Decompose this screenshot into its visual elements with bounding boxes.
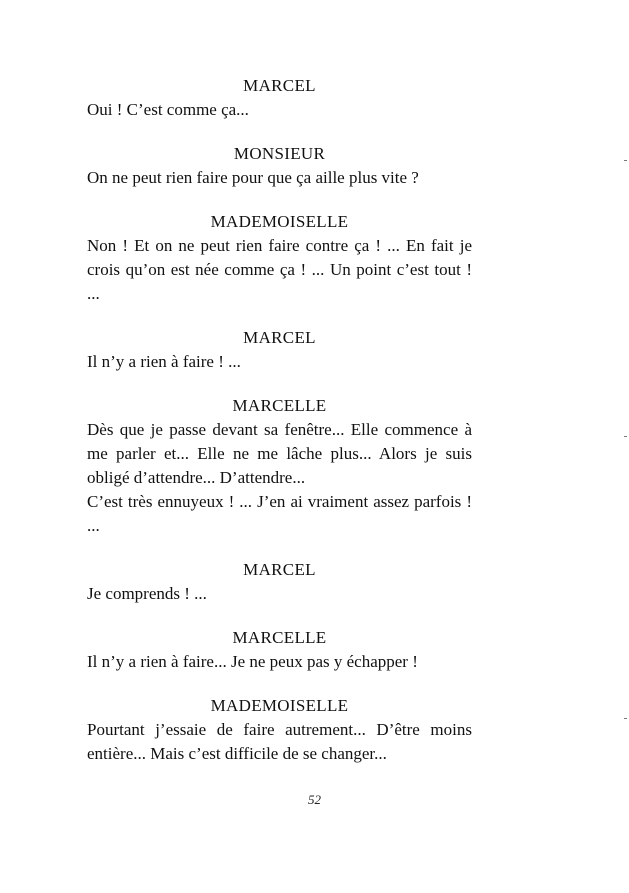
dialogue-text	[87, 234, 472, 306]
dialogue-line: Oui ! C’est comme ça...	[87, 100, 249, 119]
dialogue-block	[87, 74, 472, 122]
dialogue-block	[87, 694, 472, 766]
dialogue-line: Pourtant j’essaie de faire autrement... D’être moins entière... Mais c’est difficile de se changer...	[87, 720, 472, 763]
scan-edge-mark	[624, 160, 627, 161]
dialogue-text	[87, 582, 472, 606]
script-page	[87, 74, 472, 786]
dialogue-text	[87, 350, 472, 374]
dialogue-text	[87, 650, 472, 674]
speaker-name: MARCELLE	[232, 396, 327, 415]
speaker-name: MADEMOISELLE	[210, 212, 349, 231]
dialogue-block	[87, 394, 472, 538]
dialogue-line: Non ! Et on ne peut rien faire contre ça ! ... En fait je crois qu’on est née comme ça ! ... Un point c’est tout ! ...	[87, 236, 472, 303]
dialogue-block	[87, 210, 472, 306]
speaker-name: MADEMOISELLE	[210, 696, 349, 715]
dialogue-block	[87, 626, 472, 674]
dialogue-text	[87, 166, 472, 190]
dialogue-line: Il n’y a rien à faire ! ...	[87, 352, 241, 371]
dialogue-block	[87, 558, 472, 606]
scan-edge-mark	[624, 436, 627, 437]
dialogue-line: On ne peut rien faire pour que ça aille plus vite ?	[87, 168, 419, 187]
speaker-name: MARCEL	[243, 328, 316, 347]
dialogue-text	[87, 418, 472, 538]
speaker-name: MARCELLE	[232, 628, 327, 647]
dialogue-line: C’est très ennuyeux ! ... J’en ai vraiment assez parfois ! ...	[87, 492, 472, 535]
speaker-name: MARCEL	[243, 76, 316, 95]
scan-edge-mark	[624, 718, 627, 719]
dialogue-text	[87, 98, 472, 122]
dialogue-line: Il n’y a rien à faire... Je ne peux pas y échapper !	[87, 652, 418, 671]
speaker-name: MONSIEUR	[233, 144, 326, 163]
dialogue-line: Je comprends ! ...	[87, 584, 207, 603]
speaker-name: MARCEL	[243, 560, 316, 579]
dialogue-block	[87, 326, 472, 374]
page-number: 52	[308, 792, 321, 807]
dialogue-text	[87, 718, 472, 766]
dialogue-line: Dès que je passe devant sa fenêtre... Elle commence à me parler et... Elle ne me lâche plus... Alors je suis obligé d’attendre... D’attendre...	[87, 420, 472, 487]
dialogue-block	[87, 142, 472, 190]
